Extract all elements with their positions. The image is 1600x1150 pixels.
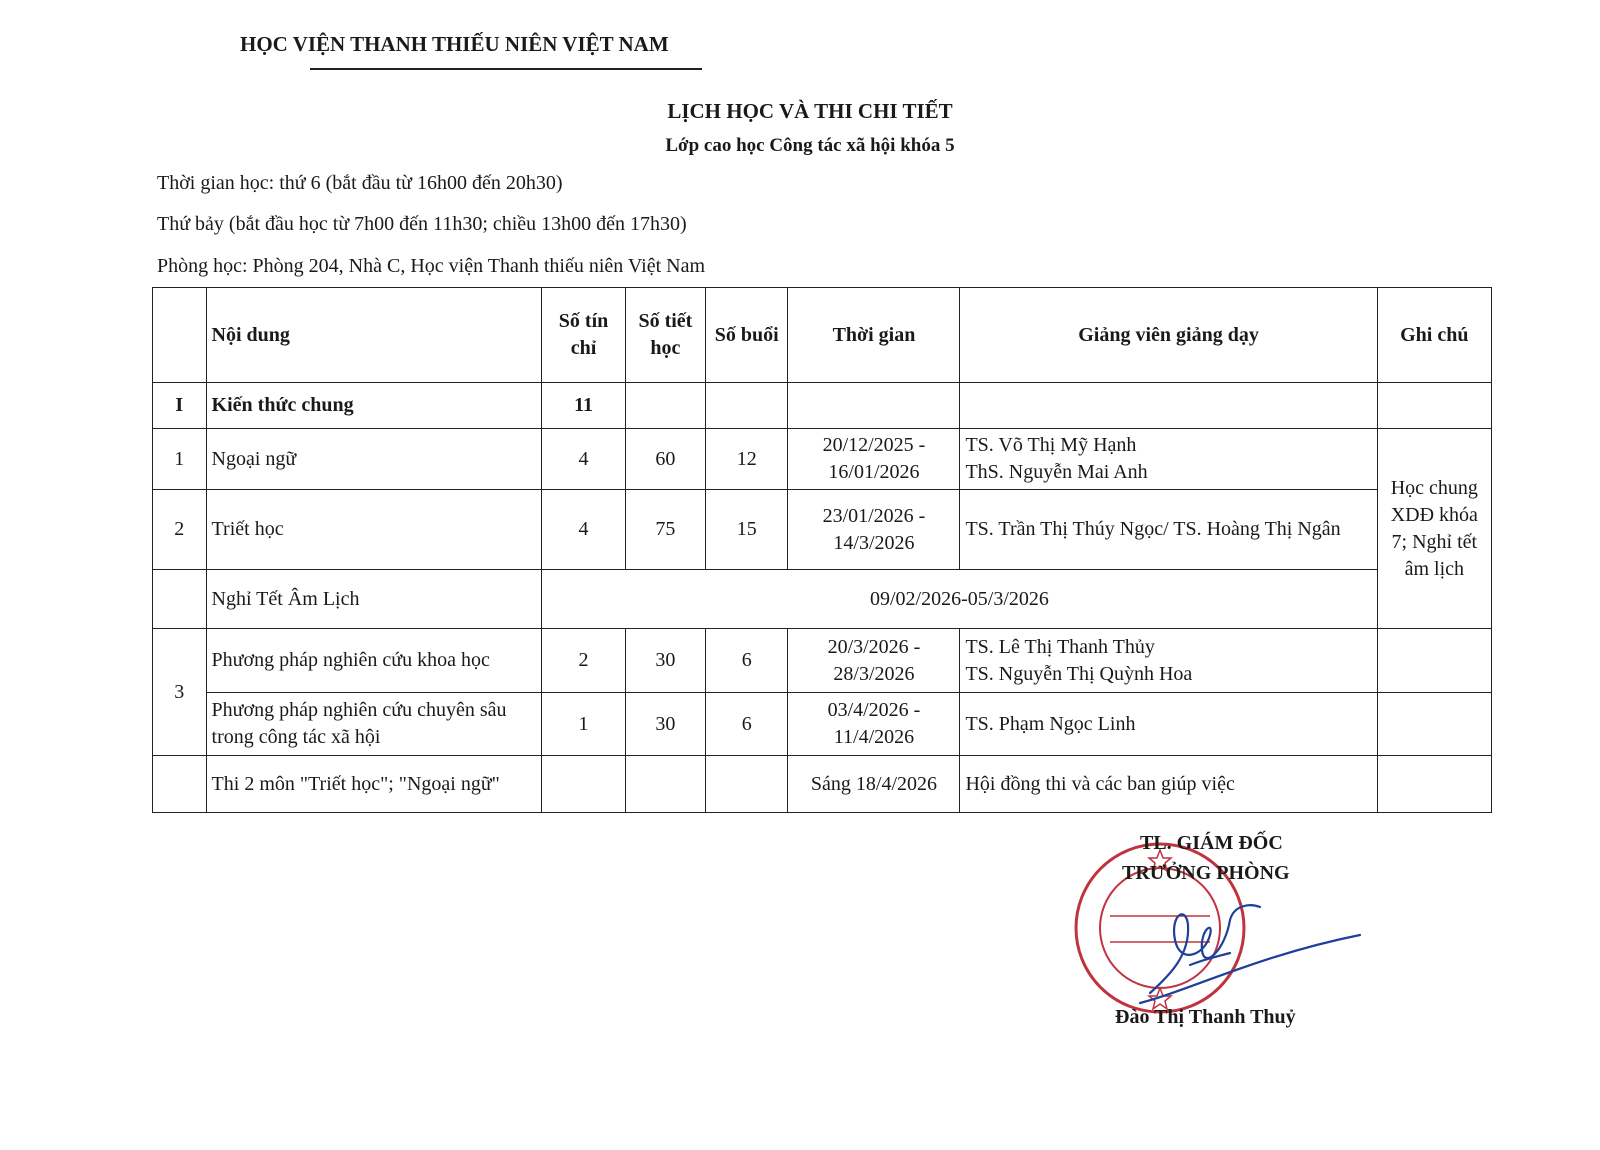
row-index: 3 xyxy=(153,629,207,756)
course-periods: 60 xyxy=(625,429,705,490)
signature-title-1: TL. GIÁM ĐỐC xyxy=(1140,832,1283,854)
empty-cell xyxy=(960,383,1377,429)
table-row xyxy=(153,756,1492,813)
course-time: 20/3/2026 - 28/3/2026 xyxy=(788,629,960,693)
course-periods: 75 xyxy=(625,490,705,570)
course-lecturers: TS. Trần Thị Thúy Ngọc/ TS. Hoàng Thị Ngân xyxy=(960,490,1377,570)
document-subtitle: Lớp cao học Công tác xã hội khóa 5 xyxy=(665,135,955,156)
header-index xyxy=(153,288,207,383)
schedule-info-saturday: Thứ bảy (bắt đầu học từ 7h00 đến 11h30; chiều 13h00 đến 17h30) xyxy=(157,213,687,235)
empty-cell xyxy=(706,756,788,813)
schedule-info-friday: Thời gian học: thứ 6 (bắt đầu từ 16h00 đến 20h30) xyxy=(157,172,563,194)
section-credits: 11 xyxy=(542,383,625,429)
empty-cell xyxy=(625,383,705,429)
empty-cell xyxy=(706,383,788,429)
header-periods: Số tiết học xyxy=(625,288,705,383)
document-title: LỊCH HỌC VÀ THI CHI TIẾT xyxy=(667,99,953,123)
section-index: I xyxy=(153,383,207,429)
header-lecturers: Giảng viên giảng dạy xyxy=(960,288,1377,383)
empty-cell xyxy=(625,756,705,813)
empty-cell xyxy=(153,570,207,629)
row-index: 2 xyxy=(153,490,207,570)
signer-name: Đào Thị Thanh Thuỷ xyxy=(1115,1006,1296,1028)
exam-name: Thi 2 môn "Triết học"; "Ngoại ngữ" xyxy=(206,756,542,813)
course-periods: 30 xyxy=(625,629,705,693)
signature-title-2: TRƯỞNG PHÒNG xyxy=(1122,862,1290,884)
lecturer: TS. Võ Thị Mỹ Hạnh xyxy=(965,434,1137,456)
header-time: Thời gian xyxy=(788,288,960,383)
lecturer: TS. Nguyễn Thị Quỳnh Hoa xyxy=(965,662,1193,685)
empty-cell xyxy=(788,383,960,429)
section-name: Kiến thức chung xyxy=(206,383,542,429)
section-row xyxy=(153,383,1492,429)
empty-cell xyxy=(542,756,625,813)
schedule-info-room: Phòng học: Phòng 204, Nhà C, Học viện Thanh thiếu niên Việt Nam xyxy=(157,255,705,277)
schedule-table xyxy=(152,287,1492,813)
table-header-row xyxy=(153,288,1492,383)
course-name: Phương pháp nghiên cứu khoa học xyxy=(206,629,542,693)
header-content: Nội dung xyxy=(206,288,542,383)
organization-name: HỌC VIỆN THANH THIẾU NIÊN VIỆT NAM xyxy=(240,32,669,56)
header-credits: Số tín chỉ xyxy=(542,288,625,383)
empty-cell xyxy=(1377,756,1491,813)
course-credits: 4 xyxy=(542,429,625,490)
holiday-time: 09/02/2026-05/3/2026 xyxy=(542,570,1377,629)
course-lecturers xyxy=(960,429,1377,490)
table-row xyxy=(153,629,1492,693)
table-row xyxy=(153,693,1492,756)
merged-note: Học chung XDĐ khóa 7; Nghỉ tết âm lịch xyxy=(1377,429,1491,629)
course-name: Triết học xyxy=(206,490,542,570)
table-row xyxy=(153,429,1492,490)
course-time: 03/4/2026 - 11/4/2026 xyxy=(788,693,960,756)
course-sessions: 6 xyxy=(706,693,788,756)
empty-cell xyxy=(1377,629,1491,693)
exam-board: Hội đồng thi và các ban giúp việc xyxy=(960,756,1377,813)
exam-time: Sáng 18/4/2026 xyxy=(788,756,960,813)
course-sessions: 6 xyxy=(706,629,788,693)
course-name: Phương pháp nghiên cứu chuyên sâu trong công tác xã hội xyxy=(206,693,542,756)
course-name: Ngoại ngữ xyxy=(206,429,542,490)
course-lecturers: TS. Phạm Ngọc Linh xyxy=(960,693,1377,756)
course-lecturers xyxy=(960,629,1377,693)
holiday-name: Nghỉ Tết Âm Lịch xyxy=(206,570,542,629)
course-periods: 30 xyxy=(625,693,705,756)
handwritten-signature-icon xyxy=(1130,895,1370,1015)
table-row xyxy=(153,570,1492,629)
header-notes: Ghi chú xyxy=(1377,288,1491,383)
course-time: 23/01/2026 - 14/3/2026 xyxy=(788,490,960,570)
empty-cell xyxy=(153,756,207,813)
lecturer: TS. Lê Thị Thanh Thủy xyxy=(965,635,1155,658)
course-credits: 2 xyxy=(542,629,625,693)
header-sessions: Số buổi xyxy=(706,288,788,383)
course-sessions: 12 xyxy=(706,429,788,490)
course-sessions: 15 xyxy=(706,490,788,570)
lecturer: ThS. Nguyễn Mai Anh xyxy=(965,461,1148,483)
row-index: 1 xyxy=(153,429,207,490)
organization-underline xyxy=(310,68,702,70)
empty-cell xyxy=(1377,693,1491,756)
course-time: 20/12/2025 - 16/01/2026 xyxy=(788,429,960,490)
empty-cell xyxy=(1377,383,1491,429)
course-credits: 1 xyxy=(542,693,625,756)
table-row xyxy=(153,490,1492,570)
course-credits: 4 xyxy=(542,490,625,570)
